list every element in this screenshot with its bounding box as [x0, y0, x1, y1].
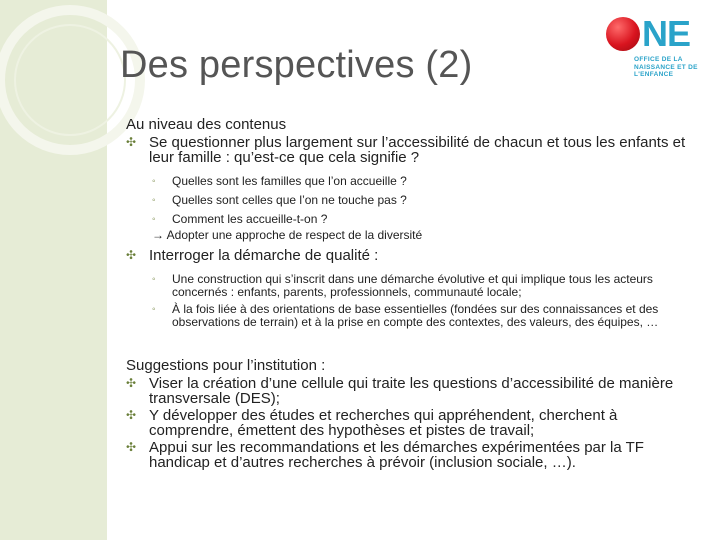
bullet-item: [126, 248, 696, 263]
bullet-mark-icon: ✣: [126, 135, 137, 149]
sub-bullet-icon: ◦: [152, 304, 156, 315]
sub-bullet-icon: ◦: [152, 214, 156, 225]
bullet-item: [126, 408, 696, 438]
bullet-text: Se questionner plus largement sur l’accessibilité de chacun et tous les enfants et leur famille : qu’est-ce que cela signifie ?: [149, 134, 686, 166]
bullet-mark-icon: ✣: [126, 440, 137, 454]
section2-heading: Suggestions pour l’institution :: [126, 357, 326, 374]
sub-item: [126, 303, 696, 329]
bullet-item: [126, 376, 696, 406]
logo-tagline: OFFICE DE LA NAISSANCE ET DE L'ENFANCE: [634, 56, 698, 78]
sub-item: [126, 273, 696, 299]
bullet-mark-icon: ✣: [126, 248, 137, 262]
sub-bullet-icon: ◦: [152, 176, 156, 187]
sub-item: [126, 175, 696, 188]
bullet-mark-icon: ✣: [126, 408, 137, 422]
logo-red-ball-icon: [606, 17, 640, 51]
bullet-mark-icon: ✣: [126, 376, 137, 390]
sub-bullet-icon: ◦: [152, 195, 156, 206]
bullet-text: Y développer des études et recherches qui appréhendent, cherchent à comprendre, émettent des hypothèses et pistes de travail;: [149, 407, 618, 439]
sub-item: [126, 213, 696, 226]
one-logo: [604, 14, 708, 82]
bullet-item: [126, 135, 696, 165]
slide-title: Des perspectives (2): [120, 44, 473, 86]
sub-text: À la fois liée à des orientations de base essentielles (fondées sur des connaissances et des observations de terrain) et à la prise en compte des contextes, des valeurs, des équipes, …: [172, 302, 659, 329]
arrow-conclusion: → Adopter une approche de respect de la diversité: [152, 228, 423, 242]
sub-bullet-icon: ◦: [152, 274, 156, 285]
section1-heading: Au niveau des contenus: [126, 116, 287, 133]
sub-item: [126, 194, 696, 207]
bullet-text: Interroger la démarche de qualité :: [149, 247, 379, 264]
slide-content: [126, 116, 696, 470]
bullet-text: Appui sur les recommandations et les démarches expérimentées par la TF handicap et d’autres recherches à prévoir (inclusion sociale, …).: [149, 439, 644, 471]
logo-word: NE: [642, 13, 691, 54]
bullet-text: Viser la création d’une cellule qui traite les questions d’accessibilité de manière transversale (DES);: [149, 375, 674, 407]
bullet-item: [126, 440, 696, 470]
sub-text: Comment les accueille-t-on ?: [172, 212, 328, 226]
sub-text: Quelles sont les familles que l’on accueille ?: [172, 174, 407, 188]
sub-text: Une construction qui s’inscrit dans une démarche évolutive et qui implique tous les acteurs concernés : enfants, parents, professionnels, communauté locale;: [172, 272, 653, 299]
sub-text: Quelles sont celles que l’on ne touche pas ?: [172, 193, 407, 207]
